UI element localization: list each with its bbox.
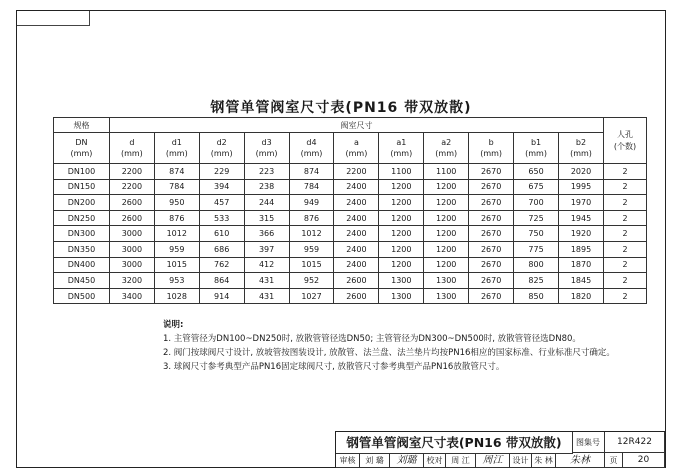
table-cell: 2600	[109, 210, 154, 226]
table-cell: 1200	[424, 179, 469, 195]
table-cell: 2200	[109, 179, 154, 195]
column-name: d2	[216, 138, 227, 147]
table-cell: 1012	[154, 226, 199, 242]
table-cell: 2	[604, 257, 647, 273]
column-unit: (mm)	[345, 149, 368, 158]
designer-signature: 朱林	[556, 453, 605, 468]
table-cell: 2020	[558, 164, 603, 180]
column-header-d	[109, 133, 154, 164]
column-header-b	[469, 133, 514, 164]
table-cell: 2200	[334, 164, 379, 180]
table-cell: 2400	[334, 195, 379, 211]
table-row	[54, 288, 647, 304]
table-cell: 1200	[424, 210, 469, 226]
table-cell: 750	[514, 226, 559, 242]
table-cell: 874	[289, 164, 334, 180]
column-name: b2	[575, 138, 587, 147]
table-cell: 2	[604, 179, 647, 195]
column-name: b1	[530, 138, 542, 147]
atlas-number: 12R422	[605, 432, 665, 453]
table-cell: 1300	[424, 273, 469, 289]
table-cell: 2	[604, 164, 647, 180]
notes	[163, 318, 643, 374]
table-cell: 431	[244, 273, 289, 289]
table-cell: 412	[244, 257, 289, 273]
table-cell: DN500	[54, 288, 110, 304]
table-cell: 650	[514, 164, 559, 180]
review-label: 审核	[336, 453, 360, 468]
table-cell: 1970	[558, 195, 603, 211]
table-cell: 1995	[558, 179, 603, 195]
table-cell: 775	[514, 241, 559, 257]
notes-title: 说明:	[163, 320, 184, 330]
table-cell: 1100	[379, 164, 424, 180]
header-manhole-name: 人孔	[617, 129, 633, 139]
column-header-row	[54, 133, 647, 164]
table-row	[54, 210, 647, 226]
table-cell: 2670	[469, 273, 514, 289]
reviewer-name: 刘 璐	[360, 453, 390, 468]
table-cell: 1027	[289, 288, 334, 304]
check-label: 校对	[424, 453, 446, 468]
column-name: a1	[396, 138, 407, 147]
table-cell: 2670	[469, 179, 514, 195]
table-cell: 2400	[334, 257, 379, 273]
table-body	[54, 164, 647, 304]
page-number: 20	[623, 453, 665, 468]
table-cell: 1200	[379, 257, 424, 273]
table-cell: 1200	[424, 257, 469, 273]
table-cell: 2400	[334, 210, 379, 226]
header-manhole-unit: (个数)	[613, 141, 637, 151]
column-name: d	[129, 138, 135, 147]
table-cell: 244	[244, 195, 289, 211]
column-unit: (mm)	[70, 149, 93, 158]
table-row	[54, 241, 647, 257]
table-cell: 2400	[334, 226, 379, 242]
column-name: a2	[441, 138, 452, 147]
table-cell: DN450	[54, 273, 110, 289]
column-name: d3	[261, 138, 272, 147]
table-cell: 959	[289, 241, 334, 257]
table-cell: DN150	[54, 179, 110, 195]
table-cell: 1845	[558, 273, 603, 289]
column-name: d1	[171, 138, 182, 147]
table-cell: 1200	[424, 241, 469, 257]
column-header-a	[334, 133, 379, 164]
table-cell: 1200	[379, 210, 424, 226]
table-cell: 1100	[424, 164, 469, 180]
table-cell: 1870	[558, 257, 603, 273]
table-cell: 2	[604, 241, 647, 257]
table-cell: 2	[604, 195, 647, 211]
table-cell: 1200	[379, 179, 424, 195]
column-header-d1	[154, 133, 199, 164]
table-cell: 394	[199, 179, 244, 195]
table-row	[54, 226, 647, 242]
column-header-d4	[289, 133, 334, 164]
table-cell: 3000	[109, 241, 154, 257]
table-cell: 1945	[558, 210, 603, 226]
column-name: d4	[306, 138, 317, 147]
note-item-1: 1. 主管管径为DN100~DN250时, 放散管管径选DN50; 主管管径为DN300~DN500时, 放散管管径选DN80。	[163, 334, 581, 344]
table-cell: 949	[289, 195, 334, 211]
table-row	[54, 273, 647, 289]
table-cell: 2670	[469, 241, 514, 257]
table-cell: 3200	[109, 273, 154, 289]
table-cell: 686	[199, 241, 244, 257]
column-header-b2	[558, 133, 603, 164]
table-cell: 784	[154, 179, 199, 195]
table-cell: 2200	[109, 164, 154, 180]
design-label: 设计	[510, 453, 532, 468]
column-unit: (mm)	[570, 149, 592, 158]
table-row	[54, 257, 647, 273]
table-cell: 223	[244, 164, 289, 180]
table-cell: 1895	[558, 241, 603, 257]
designer-name: 朱 林	[532, 453, 556, 468]
table-cell: 610	[199, 226, 244, 242]
column-name: a	[353, 138, 359, 147]
table-cell: 2670	[469, 195, 514, 211]
header-spec: 规格	[54, 118, 110, 133]
column-unit: (mm)	[525, 149, 547, 158]
table-cell: 762	[199, 257, 244, 273]
table-cell: 2600	[334, 273, 379, 289]
table-cell: 366	[244, 226, 289, 242]
table-cell: 675	[514, 179, 559, 195]
column-unit: (mm)	[120, 149, 143, 158]
table-cell: 874	[154, 164, 199, 180]
table-cell: 1300	[379, 288, 424, 304]
table-cell: 1200	[424, 195, 469, 211]
column-header-a2	[424, 133, 469, 164]
title-block-title: 钢管单管阀室尺寸表(PN16 带双放散)	[336, 432, 573, 454]
column-header-a1	[379, 133, 424, 164]
column-header-d3	[244, 133, 289, 164]
table-cell: 700	[514, 195, 559, 211]
table-cell: 3000	[109, 226, 154, 242]
title-block	[335, 431, 666, 468]
atlas-label: 图集号	[572, 432, 605, 453]
table-cell: 2	[604, 226, 647, 242]
table-cell: 2	[604, 273, 647, 289]
table-cell: 953	[154, 273, 199, 289]
table-cell: 952	[289, 273, 334, 289]
table-cell: 3000	[109, 257, 154, 273]
note-item-2: 2. 阀门按球阀尺寸设计, 放坡管按图装设计, 放散管、法兰盘、法兰垫片均按PN16相应的国家标准、行业标准尺寸确定。	[163, 348, 615, 358]
table-cell: 1015	[289, 257, 334, 273]
table-cell: DN400	[54, 257, 110, 273]
table-cell: 850	[514, 288, 559, 304]
table-cell: 238	[244, 179, 289, 195]
table-cell: 2670	[469, 226, 514, 242]
table-cell: 1820	[558, 288, 603, 304]
table-cell: 2	[604, 288, 647, 304]
table-cell: 2400	[334, 179, 379, 195]
table-row	[54, 164, 647, 180]
table-cell: 431	[244, 288, 289, 304]
page-title: 钢管单管阀室尺寸表(PN16 带双放散)	[210, 100, 472, 116]
table-cell: 1012	[289, 226, 334, 242]
checker-name: 周 江	[446, 453, 476, 468]
table-cell: 2400	[334, 241, 379, 257]
column-header-d2	[199, 133, 244, 164]
checker-signature: 周江	[476, 453, 510, 468]
table-cell: 229	[199, 164, 244, 180]
table-cell: 1200	[379, 241, 424, 257]
table-cell: 1200	[424, 226, 469, 242]
note-item-3: 3. 球阀尺寸参考典型产品PN16固定球阀尺寸, 放散管尺寸参考典型产品PN16放散管尺寸。	[163, 362, 505, 372]
column-unit: (mm)	[255, 149, 278, 158]
table-cell: 1028	[154, 288, 199, 304]
table-cell: 2670	[469, 257, 514, 273]
header-dims: 阀室尺寸	[109, 118, 603, 133]
table-cell: 2	[604, 210, 647, 226]
corner-tab	[17, 11, 90, 26]
column-name: DN	[75, 138, 88, 147]
table-cell: 1300	[379, 273, 424, 289]
table-cell: DN250	[54, 210, 110, 226]
drawing-sheet	[16, 10, 666, 468]
column-unit: (mm)	[210, 149, 233, 158]
table-cell: DN300	[54, 226, 110, 242]
table-cell: 315	[244, 210, 289, 226]
table-cell: 950	[154, 195, 199, 211]
table-row	[54, 195, 647, 211]
reviewer-signature: 刘璐	[390, 453, 424, 468]
table-cell: 397	[244, 241, 289, 257]
table-cell: DN350	[54, 241, 110, 257]
table-cell: 3400	[109, 288, 154, 304]
table-cell: 1920	[558, 226, 603, 242]
table-cell: 959	[154, 241, 199, 257]
table-cell: 2600	[109, 195, 154, 211]
table-cell: 864	[199, 273, 244, 289]
table-cell: 2670	[469, 164, 514, 180]
column-unit: (mm)	[300, 149, 323, 158]
column-header-dn	[54, 133, 110, 164]
table-cell: 876	[154, 210, 199, 226]
column-unit: (mm)	[435, 149, 458, 158]
column-unit: (mm)	[165, 149, 188, 158]
column-header-b1	[514, 133, 559, 164]
table-cell: 1200	[379, 195, 424, 211]
table-cell: 2670	[469, 288, 514, 304]
table-cell: 876	[289, 210, 334, 226]
table-cell: 1300	[424, 288, 469, 304]
dimension-table	[53, 117, 647, 304]
table-cell: DN100	[54, 164, 110, 180]
table-row	[54, 179, 647, 195]
page-label: 页	[605, 453, 623, 468]
column-unit: (mm)	[390, 149, 413, 158]
table-cell: 1200	[379, 226, 424, 242]
table-cell: 800	[514, 257, 559, 273]
header-manhole	[604, 118, 647, 164]
table-cell: DN200	[54, 195, 110, 211]
table-cell: 2670	[469, 210, 514, 226]
table-cell: 457	[199, 195, 244, 211]
table-cell: 784	[289, 179, 334, 195]
column-unit: (mm)	[480, 149, 503, 158]
table-cell: 2600	[334, 288, 379, 304]
table-cell: 533	[199, 210, 244, 226]
table-cell: 914	[199, 288, 244, 304]
table-cell: 825	[514, 273, 559, 289]
table-cell: 1015	[154, 257, 199, 273]
table-cell: 725	[514, 210, 559, 226]
column-name: b	[488, 138, 494, 147]
